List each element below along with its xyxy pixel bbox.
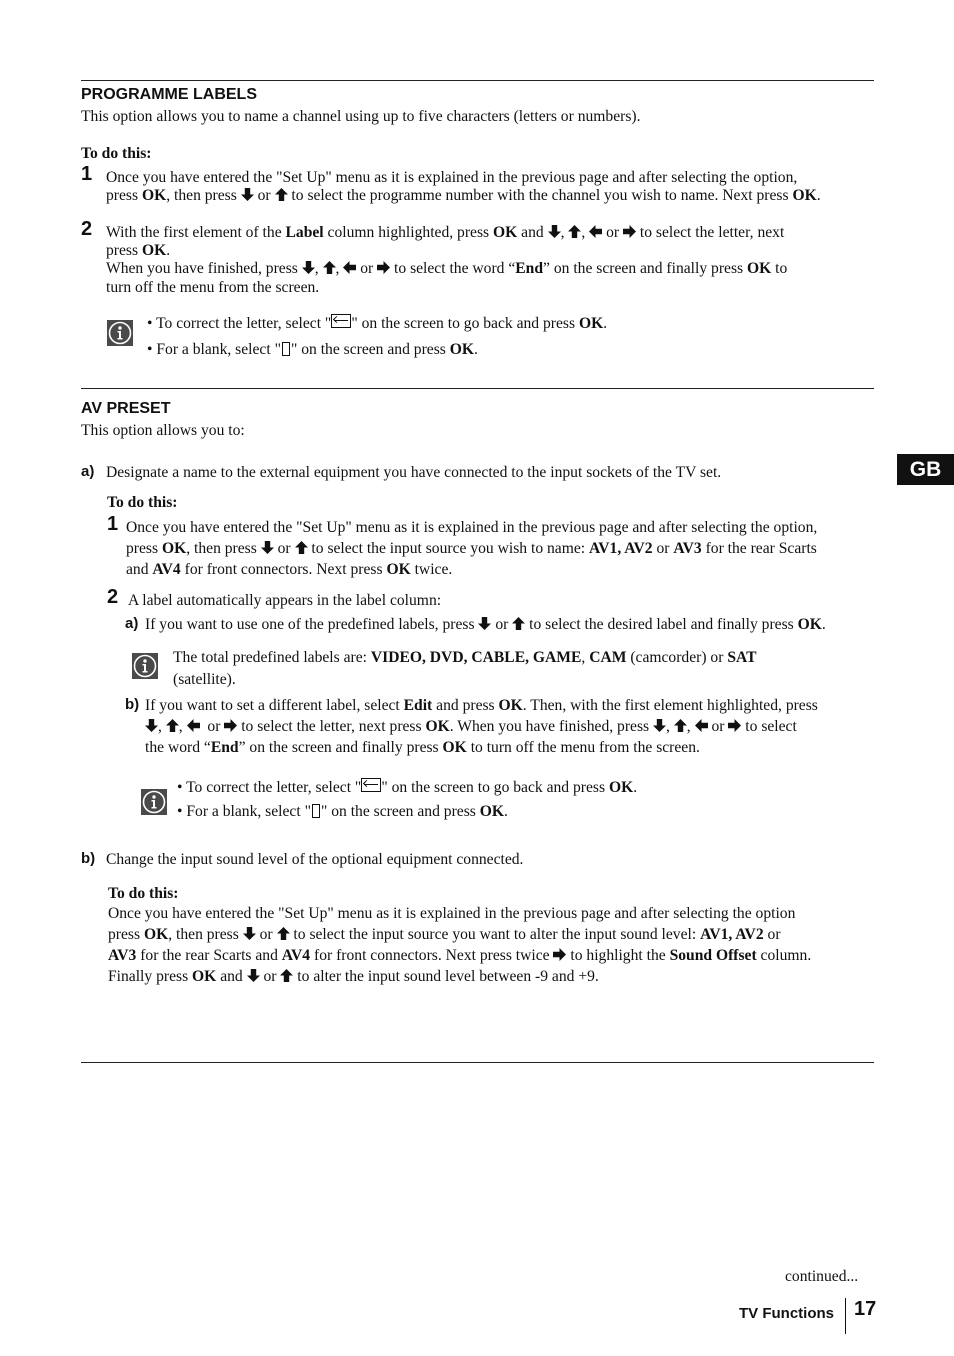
arrow-down-icon xyxy=(241,188,254,201)
back-arrow-icon xyxy=(331,314,351,328)
info-icon xyxy=(141,789,167,815)
section1-todo: To do this: xyxy=(81,145,152,162)
arrow-down-icon xyxy=(548,225,561,238)
arrow-down-icon xyxy=(653,719,666,732)
arrow-up-icon xyxy=(674,719,687,732)
footer-section-label: TV Functions xyxy=(739,1305,834,1322)
arrow-down-icon xyxy=(247,969,260,982)
arrow-up-icon xyxy=(295,541,308,554)
item-b-line4: Finally press OK and or to alter the input sound level between -9 and +9. xyxy=(108,968,599,985)
step-number: 2 xyxy=(107,586,119,608)
note-blank: • For a blank, select " " on the screen and press OK. xyxy=(177,803,508,820)
arrow-right-icon xyxy=(728,719,741,732)
back-arrow-icon xyxy=(361,778,381,792)
arrow-right-icon xyxy=(377,261,390,274)
blank-box-icon xyxy=(282,342,290,356)
item-b-text: Change the input sound level of the optional equipment connected. xyxy=(106,851,524,868)
note-correct-letter: • To correct the letter, select " " on the screen to go back and press OK. xyxy=(177,779,638,796)
arrow-down-icon xyxy=(478,617,491,630)
top-rule xyxy=(81,80,874,81)
section-title-av-preset: AV PRESET xyxy=(81,400,171,417)
info-icon xyxy=(132,653,158,679)
item-b-line3: AV3 for the rear Scarts and AV4 for front connectors. Next press twice to highlight the Sound Offset column. xyxy=(108,947,812,964)
av-step1-line3: and AV4 for front connectors. Next press OK twice. xyxy=(126,561,453,578)
sub-item-a-text: If you want to use one of the predefined labels, press or to select the desired label and finally press OK. xyxy=(145,616,826,633)
arrow-right-icon xyxy=(553,948,566,961)
av-step2-text: A label automatically appears in the label column: xyxy=(128,592,442,609)
arrow-left-icon xyxy=(589,225,602,238)
step-number: 1 xyxy=(81,163,93,185)
predefined-labels-note: The total predefined labels are: VIDEO, DVD, CABLE, GAME, CAM (camcorder) or SAT xyxy=(173,649,757,666)
sub-item-b-line2: , , or to select the letter, next press OK. When you have finished, press , , or to select xyxy=(145,716,797,737)
arrow-up-icon xyxy=(275,188,288,201)
sub-item-b-line3: the word “End” on the screen and finally press OK to turn off the menu from the screen. xyxy=(145,739,700,756)
predefined-labels-note-2: (satellite). xyxy=(173,671,236,688)
step2-line1: With the first element of the Label column highlighted, press OK and , , or to select the letter, next xyxy=(106,224,785,241)
item-b-line2: press OK, then press or to select the input source you want to alter the input sound level: AV1, AV2 or xyxy=(108,926,781,943)
info-icon xyxy=(107,320,133,346)
page-number: 17 xyxy=(854,1298,877,1320)
middle-rule xyxy=(81,388,874,389)
arrow-right-icon xyxy=(623,225,636,238)
step-number: 2 xyxy=(81,218,93,240)
step1-line1: Once you have entered the "Set Up" menu as it is explained in the previous page and after selecting the option, xyxy=(106,169,798,186)
item-b-line1: Once you have entered the "Set Up" menu as it is explained in the previous page and after selecting the option xyxy=(108,905,796,922)
step2-line2: press OK. xyxy=(106,242,171,259)
arrow-down-icon xyxy=(302,261,315,274)
section2-todo: To do this: xyxy=(107,494,178,511)
step2-line3: When you have finished, press , , or to select the word “End” on the screen and finally press OK to xyxy=(106,260,788,277)
arrow-up-icon xyxy=(512,617,525,630)
arrow-down-icon xyxy=(243,927,256,940)
sub-item-label-b: b) xyxy=(125,696,140,713)
arrow-left-icon xyxy=(343,261,356,274)
sub-item-b-line1: If you want to set a different label, select Edit and press OK. Then, with the first element highlighted, press xyxy=(145,697,818,714)
note-correct-letter: • To correct the letter, select " " on the screen to go back and press OK. xyxy=(147,315,608,332)
note-blank: • For a blank, select " " on the screen and press OK. xyxy=(147,341,478,358)
bottom-rule xyxy=(81,1062,874,1063)
item-a-text: Designate a name to the external equipment you have connected to the input sockets of the TV set. xyxy=(106,464,722,481)
arrow-down-icon xyxy=(261,541,274,554)
item-label-a: a) xyxy=(81,463,95,480)
step-number: 1 xyxy=(107,513,119,535)
footer-divider xyxy=(845,1298,846,1334)
arrow-left-icon xyxy=(695,719,708,732)
arrow-up-icon xyxy=(277,927,290,940)
item-label-b: b) xyxy=(81,850,96,867)
arrow-up-icon xyxy=(166,719,179,732)
language-tab: GB xyxy=(897,454,954,485)
arrow-right-icon xyxy=(224,719,237,732)
blank-box-icon xyxy=(312,804,320,818)
arrow-up-icon xyxy=(568,225,581,238)
continued-text: continued... xyxy=(785,1268,859,1285)
arrow-left-icon xyxy=(187,719,200,732)
section2-intro: This option allows you to: xyxy=(81,422,245,439)
av-step1-line1: Once you have entered the "Set Up" menu as it is explained in the previous page and after selecting the option, xyxy=(126,519,818,536)
sub-item-label-a: a) xyxy=(125,615,139,632)
step2-line4: turn off the menu from the screen. xyxy=(106,279,320,296)
av-step1-line2: press OK, then press or to select the input source you wish to name: AV1, AV2 or AV3 for the rear Scarts xyxy=(126,540,817,557)
arrow-up-icon xyxy=(323,261,336,274)
item-b-todo: To do this: xyxy=(108,885,179,902)
section-title-programme-labels: PROGRAMME LABELS xyxy=(81,86,257,103)
arrow-down-icon xyxy=(145,719,158,732)
step1-line2: press OK, then press or to select the programme number with the channel you wish to name. Next press OK. xyxy=(106,187,821,204)
arrow-up-icon xyxy=(280,969,293,982)
section1-intro: This option allows you to name a channel using up to five characters (letters or numbers). xyxy=(81,108,641,125)
